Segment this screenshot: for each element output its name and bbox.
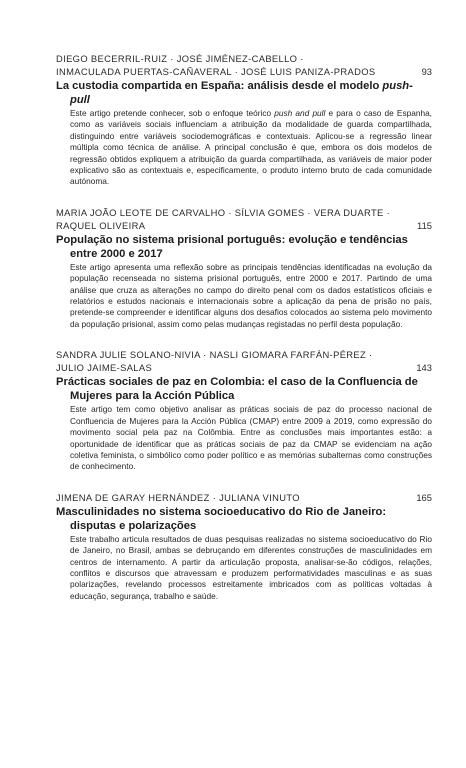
- article-title: [56, 79, 432, 107]
- toc-entry-practicas-paz: [56, 348, 432, 472]
- article-title: Prácticas sociales de paz en Colombia: el caso de la Confluencia de Mujeres para la Acción Pública: [56, 376, 418, 403]
- title-text: La custodia compartida en España: análisis desde el modelo: [56, 80, 383, 92]
- entry-authors: [56, 52, 432, 78]
- abstract-text: e para o caso de Espanha, como as variáveis sociais influenciam a atribuição da modalidade de guarda compartilhada, distinguindo entre variáveis sociodemográficas e contextuais. Aplicou-se a regressão linear múltipla como técnica de análise. A principal conclusão é que, embora os dois modelos de regressão obtidos expliquem a atribuição da guarda compartilhada, as variáveis de maior poder explicativo são as contextuais e, especificamente, o produto interno bruto de cada comunidade autónoma.: [70, 108, 432, 187]
- page-number: 165: [416, 491, 432, 503]
- toc-entry-masculinidades: [56, 491, 432, 602]
- page-number: 143: [416, 362, 432, 374]
- table-of-contents: [56, 52, 432, 620]
- article-title: População no sistema prisional português: evolução e tendências entre 2000 e 2017: [56, 233, 408, 260]
- page-number: 93: [421, 66, 432, 77]
- authors-line: RAQUEL OLIVEIRA: [56, 219, 146, 231]
- abstract-italic-text: push and pull: [274, 108, 326, 118]
- article-title: Masculinidades no sistema socioeducativo do Rio de Janeiro: disputas e polarizações: [56, 505, 387, 532]
- abstract-text: Este artigo pretende conhecer, sob o enfoque teórico: [70, 108, 275, 118]
- authors-line: JULIO JAIME-SALAS: [56, 362, 153, 374]
- entry-authors: [56, 348, 432, 374]
- authors-line: SANDRA JULIE SOLANO-NIVIA · NASLI GIOMARA FARFÁN-PÉREZ ·: [56, 349, 373, 361]
- entry-authors: [56, 491, 432, 504]
- toc-entry-custodia: [56, 52, 432, 188]
- authors-line: INMACULADA PUERTAS-CAÑAVERAL · JOSÉ LUIS PANIZA-PRADOS: [56, 66, 376, 77]
- page-number: 115: [417, 219, 432, 231]
- entry-authors: [56, 206, 432, 232]
- article-abstract: Este artigo tem como objetivo analisar as práticas sociais de paz do processo nacional de Confluencia de Mujeres para la Acción Pública (CMAP) entre 2009 a 2019, como expressão do movimento social pela paz na Colômbia. Entre as conclusões mais importantes estão: a oportunidade de identificar que as práticas sociais de paz da CMAP se evidenciam na ação coletiva feminista, o simbólico como poder político e as memórias subalternas como construções de conhecimento.: [70, 404, 432, 472]
- title-italic-text: push-pull: [70, 80, 413, 106]
- authors-line: MARIA JOÃO LEOTE DE CARVALHO · SÍLVIA GOMES · VERA DUARTE ·: [56, 206, 391, 218]
- authors-line: DIEGO BECERRIL-RUIZ · JOSÉ JIMÉNEZ-CABELLO ·: [56, 53, 304, 64]
- authors-line: JIMENA DE GARAY HERNÁNDEZ · JULIANA VINUTO: [56, 491, 300, 503]
- toc-entry-populacao-prisional: [56, 206, 432, 330]
- article-abstract: Este artigo apresenta uma reflexão sobre as principais tendências identificadas na evolução da população recenseada no sistema prisional português, entre 2000 e 2017. Partindo de uma análise que cruza as alterações no campo do direito penal com os dados estatísticos oficiais e relatórios e estudos nacionais e internacionais sobre a aplicação da pena de prisão no país, pretende-se compreender e identificar alguns dos desafios colocados ao sistema pelo movimento da população prisional, assim como pelas mudanças registadas no perfil desta população.: [70, 261, 432, 329]
- article-abstract: Este trabalho articula resultados de duas pesquisas realizadas no sistema socioeducativo do Rio de Janeiro, no Brasil, ambas se debruçando em diferentes construções de masculinidades em centros de internamento. A partir da articulação proposta, analisar-se-ão códigos, relações, conflitos e discursos que atravessam e produzem performatividades masculinas e as suas polarizações, revelando processos estreitamente imbricados com as políticas voltadas à educação, segurança, trabalho e saúde.: [70, 533, 432, 601]
- article-abstract: [70, 108, 432, 188]
